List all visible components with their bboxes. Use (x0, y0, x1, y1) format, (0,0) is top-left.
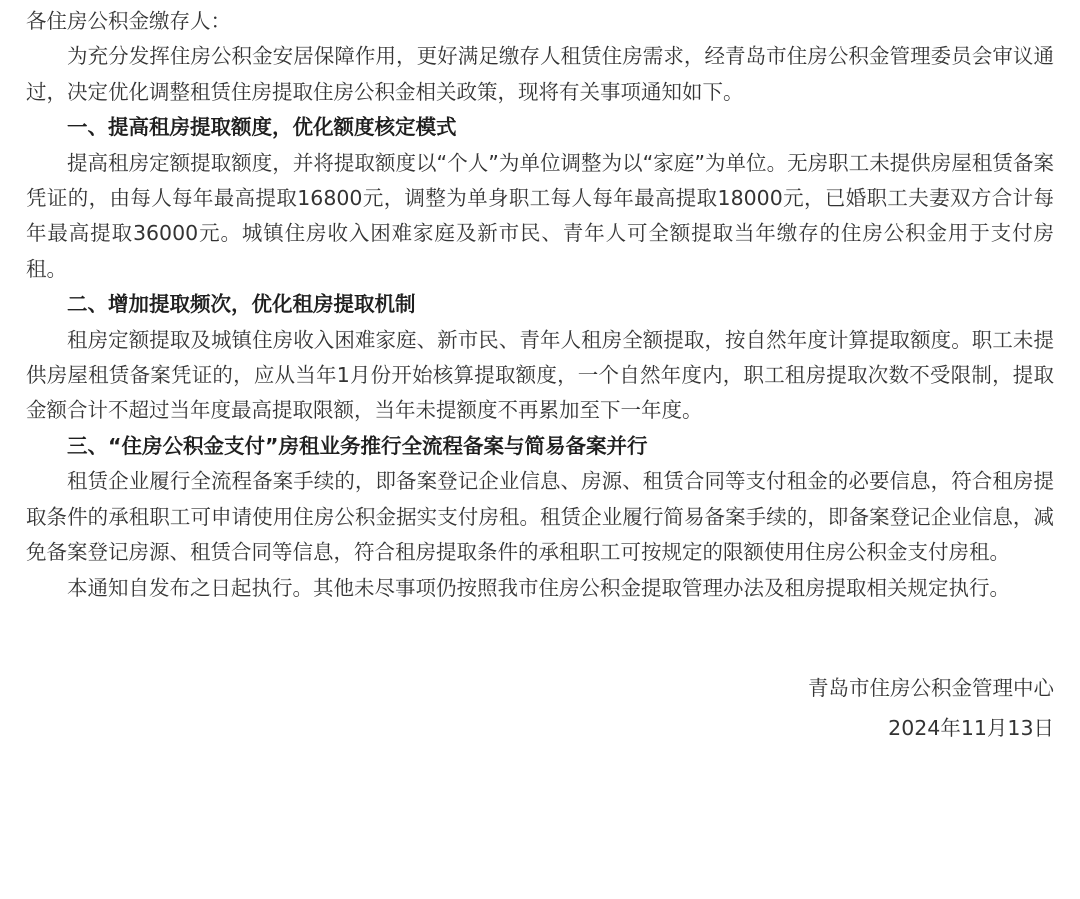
issuer-name: 青岛市住房公积金管理中心 (808, 675, 1054, 700)
intro-paragraph: 为充分发挥住房公积金安居保障作用，更好满足缴存人租赁住房需求，经青岛市住房公积金管理委员会审议通过，决定优化调整租赁住房提取住房公积金相关政策，现将有关事项通知如下。 (26, 44, 1054, 104)
section-1-heading: 一、提高租房提取额度，优化额度核定模式 (67, 115, 457, 140)
section-2-heading: 二、增加提取频次，优化租房提取机制 (67, 292, 416, 317)
section-2-body: 租房定额提取及城镇住房收入困难家庭、新市民、青年人租房全额提取，按自然年度计算提取额度。职工未提供房屋租赁备案凭证的，应从当年1月份开始核算提取额度，一个自然年度内，职工租房提取次数不受限制，提取金额合计不超过当年度最高提取限额，当年未提额度不再累加至下一年度。 (26, 327, 1054, 423)
signature-block (26, 668, 1054, 748)
section-1-body: 提高租房定额提取额度，并将提取额度以“个人”为单位调整为以“家庭”为单位。无房职工未提供房屋租赁备案凭证的，由每人每年最高提取16800元，调整为单身职工每人每年最高提取18000元，已婚职工夫妻双方合计每年最高提取36000元。城镇住房收入困难家庭及新市民、青年人可全额提取当年缴存的住房公积金用于支付房租。 (26, 150, 1054, 281)
section-3-heading: 三、“住房公积金支付”房租业务推行全流程备案与简易备案并行 (67, 433, 648, 458)
section-3-body: 租赁企业履行全流程备案手续的，即备案登记企业信息、房源、租赁合同等支付租金的必要信息，符合租房提取条件的承租职工可申请使用住房公积金据实支付房租。租赁企业履行简易备案手续的，即备案登记企业信息，减免备案登记房源、租赁合同等信息，符合租房提取条件的承租职工可按规定的限额使用住房公积金支付房租。 (26, 469, 1054, 565)
greeting-line: 各住房公积金缴存人： (26, 9, 231, 33)
closing-paragraph: 本通知自发布之日起执行。其他未尽事项仍按照我市住房公积金提取管理办法及租房提取相关规定执行。 (67, 575, 1010, 600)
issue-date: 2024年11月13日 (888, 715, 1054, 740)
